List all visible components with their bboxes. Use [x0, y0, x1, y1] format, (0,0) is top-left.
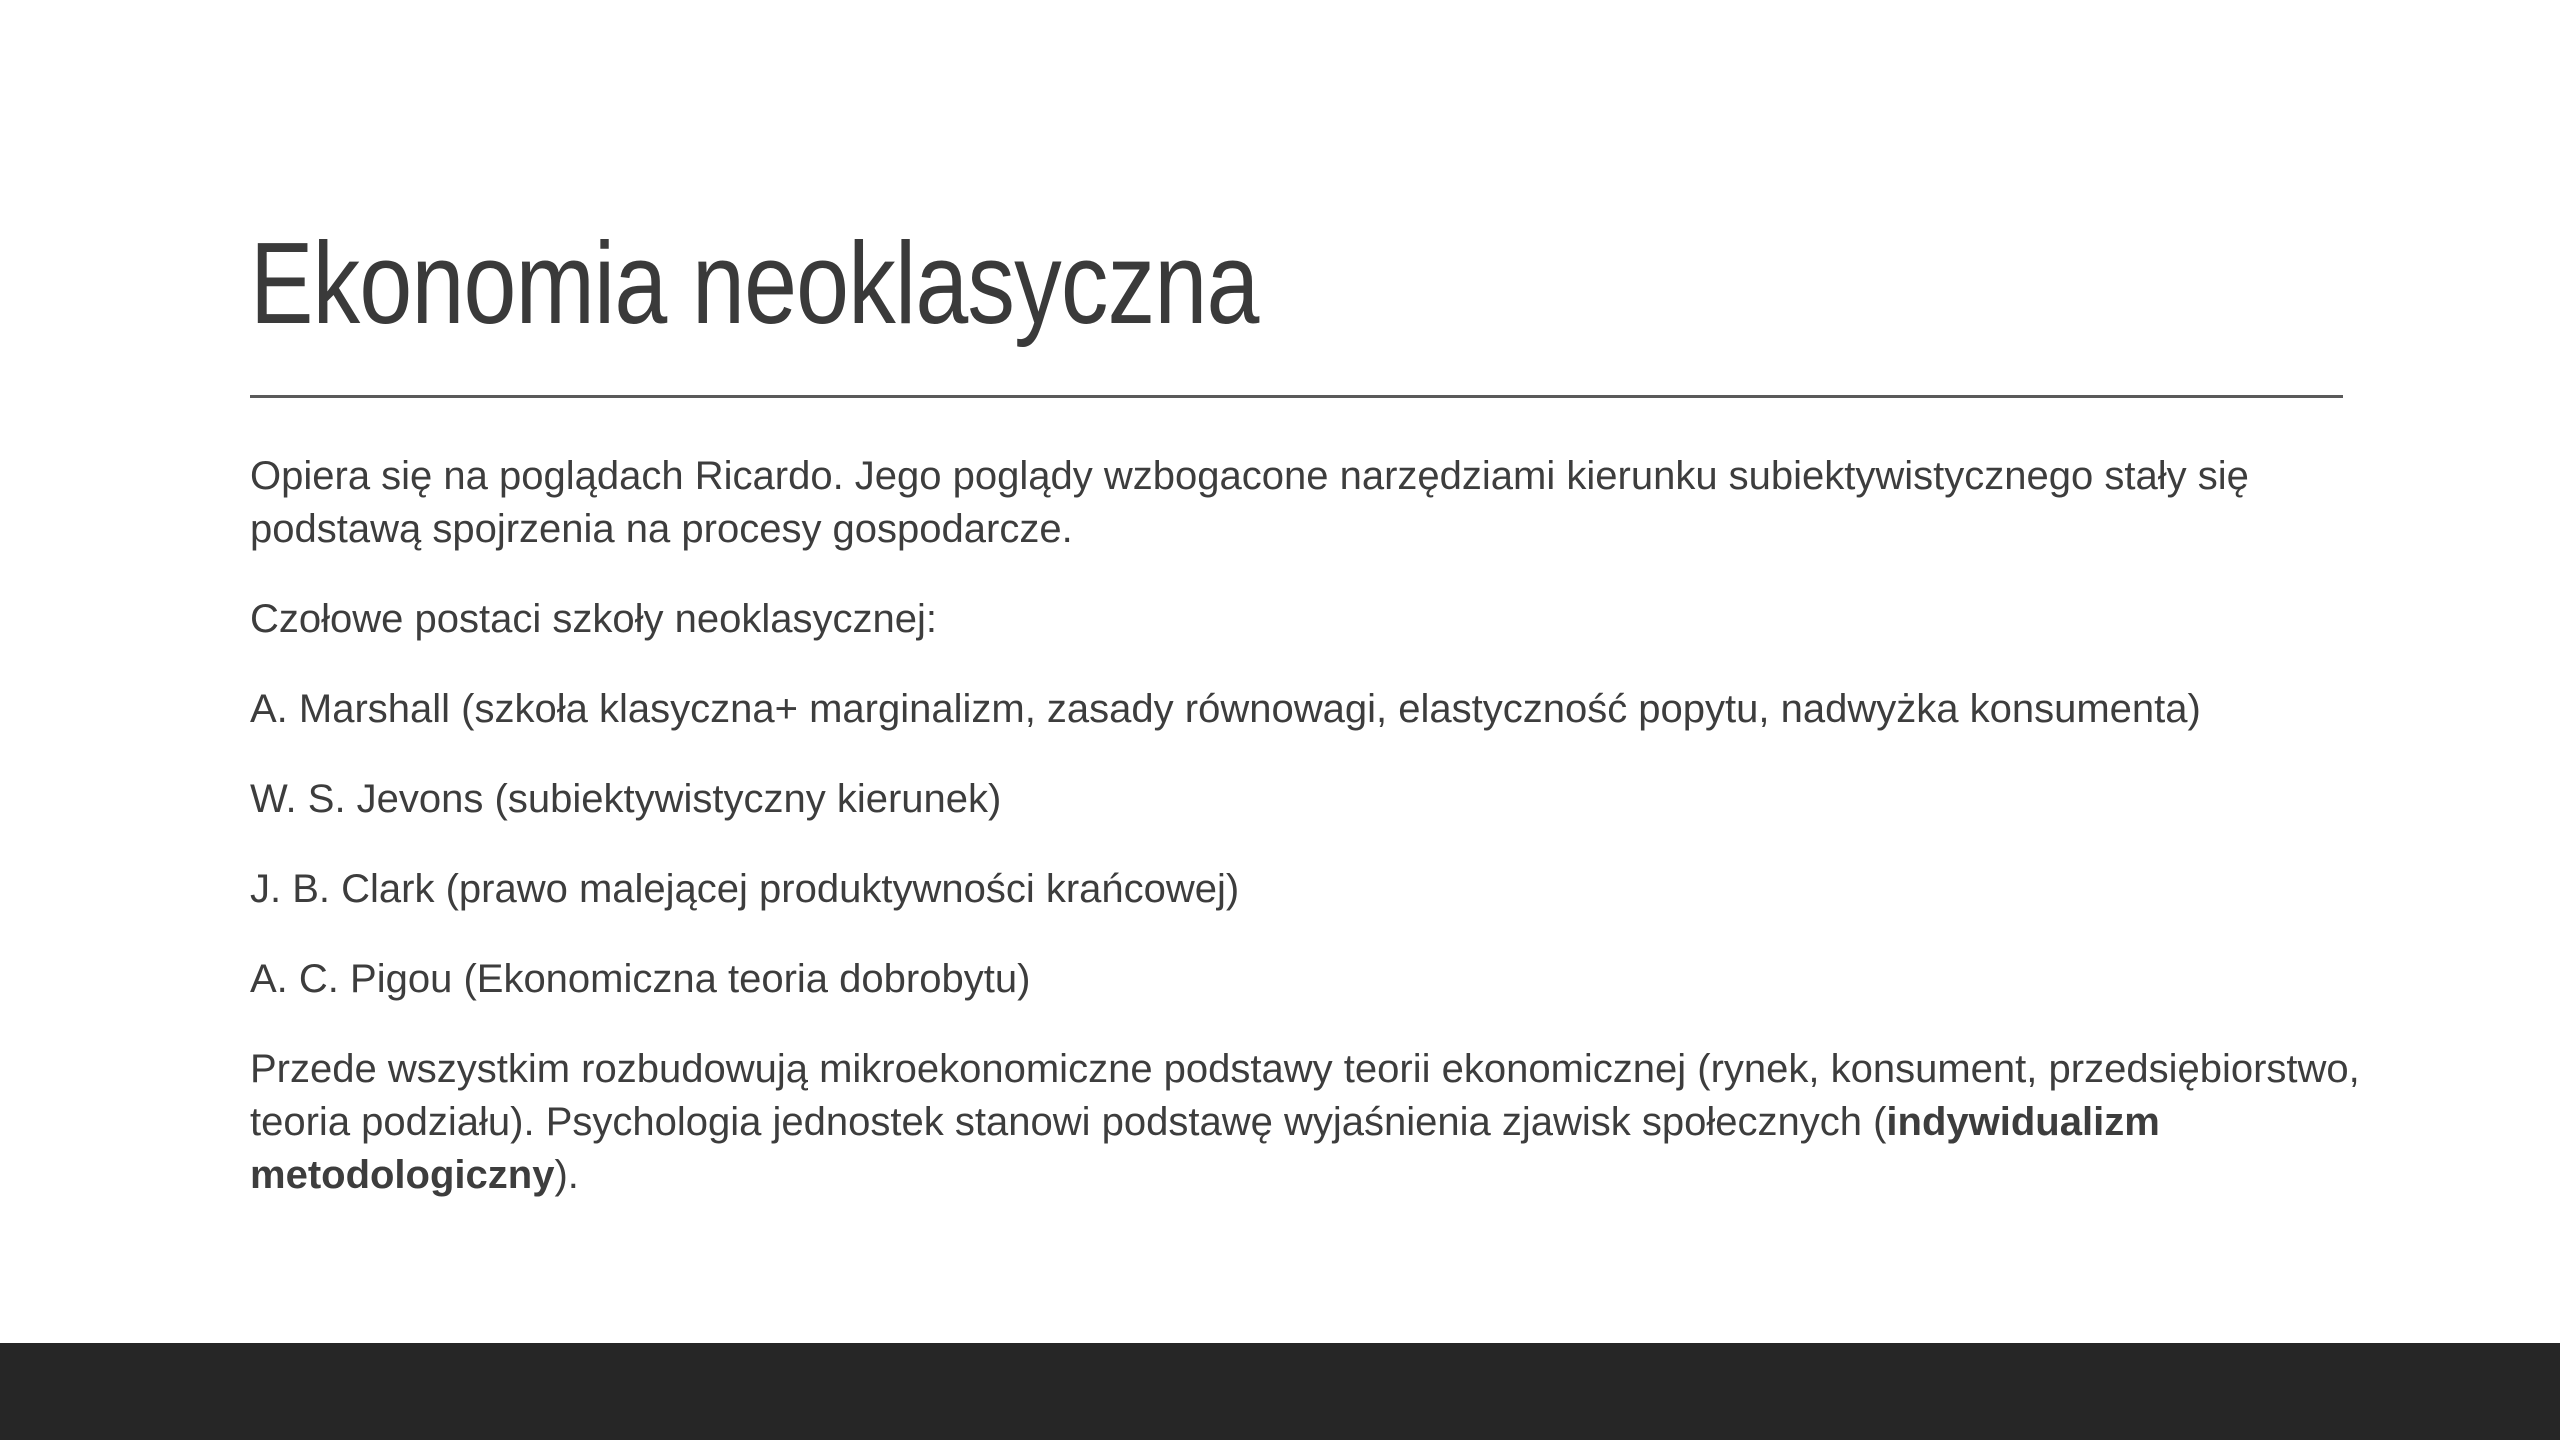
- paragraph-heading-figures: Czołowe postaci szkoły neoklasycznej:: [250, 597, 937, 641]
- footer-bar: [0, 1343, 2560, 1440]
- slide-title: Ekonomia neoklasyczna: [250, 218, 1259, 348]
- paragraph-summary: [250, 1043, 2360, 1202]
- slide-body: [250, 450, 2360, 1239]
- paragraph-jevons: W. S. Jevons (subiektywistyczny kierunek): [250, 777, 1002, 821]
- summary-text-before: Przede wszystkim rozbudowują mikroekonomiczne podstawy teorii ekonomicznej (rynek, konsument, przedsiębiorstwo, teoria podziału). Psychologia jednostek stanowi podstawę wyjaśnienia zjawisk społecznych (: [250, 1047, 2360, 1144]
- summary-bold-term: indywidualizm metodologiczny: [250, 1100, 2160, 1197]
- paragraph-intro: Opiera się na poglądach Ricardo. Jego poglądy wzbogacone narzędziami kierunku subiektywistycznego stały się podstawą spojrzenia na procesy gospodarcze.: [250, 454, 2249, 551]
- summary-text-after: ).: [554, 1153, 579, 1197]
- paragraph-pigou: A. C. Pigou (Ekonomiczna teoria dobrobytu): [250, 957, 1031, 1001]
- paragraph-marshall: A. Marshall (szkoła klasyczna+ marginalizm, zasady równowagi, elastyczność popytu, nadwyżka konsumenta): [250, 687, 2201, 731]
- title-divider: [250, 395, 2343, 398]
- paragraph-clark: J. B. Clark (prawo malejącej produktywności krańcowej): [250, 867, 1240, 911]
